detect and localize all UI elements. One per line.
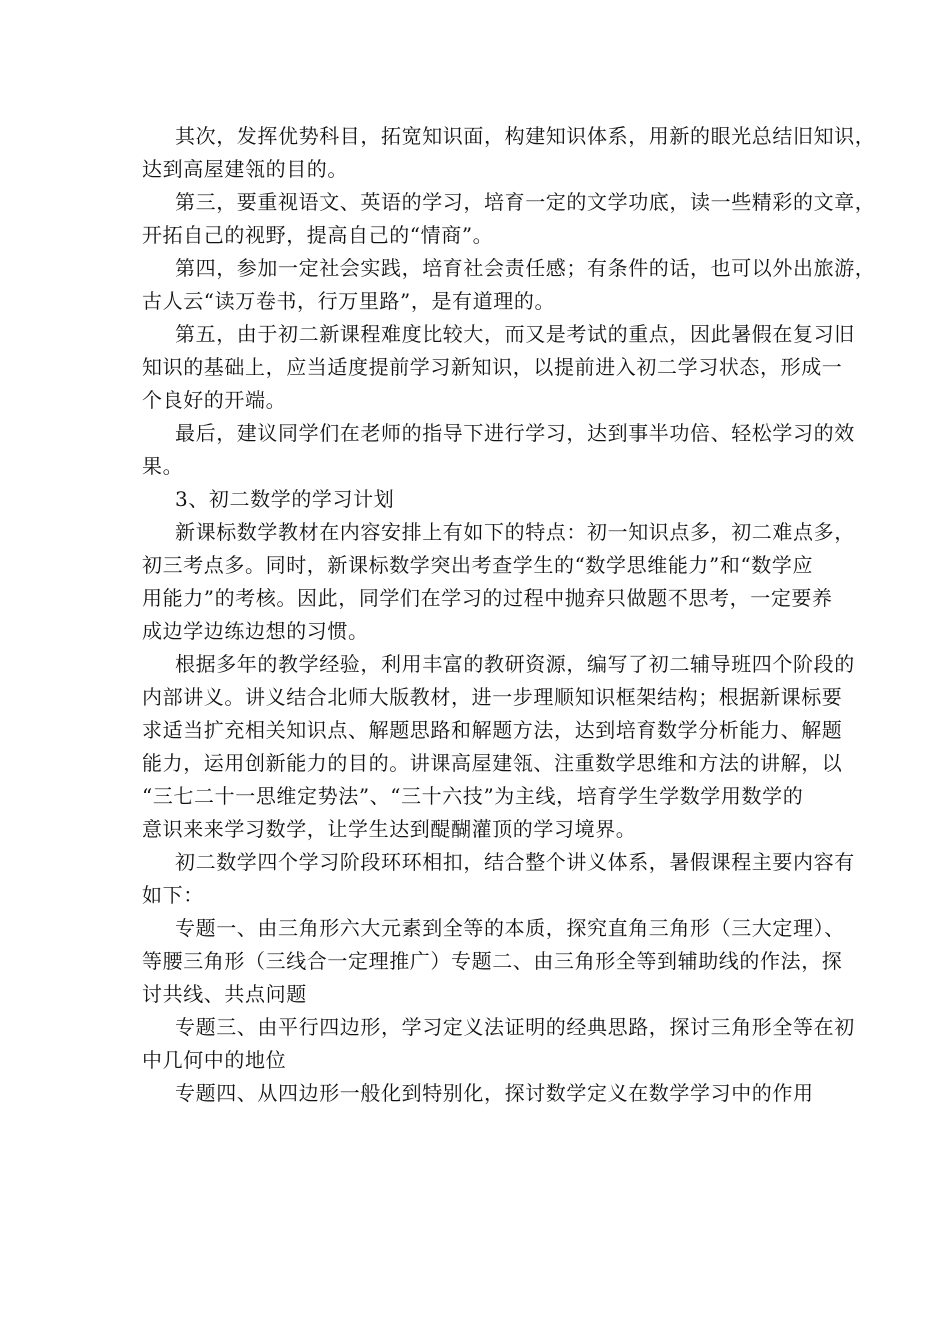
text-line: 果。 [142, 454, 184, 478]
text-line: 初二数学四个学习阶段环环相扣，结合整个讲义体系，暑假课程主要内容有 [175, 850, 855, 874]
text-line: 等腰三角形（三线合一定理推广）专题二、由三角形全等到辅助线的作法，探 [142, 949, 843, 973]
text-line: 第五，由于初二新课程难度比较大，而又是考试的重点，因此暑假在复习旧 [175, 322, 855, 346]
text-line: 其次，发挥优势科目，拓宽知识面，构建知识体系，用新的眼光总结旧知识， [175, 124, 876, 148]
text-line: 开拓自己的视野，提高自己的“情商”。 [142, 223, 494, 247]
text-line: 3、初二数学的学习计划 [175, 487, 395, 511]
text-line: 讨共线、共点问题 [142, 982, 307, 1006]
text-line: “三七二十一思维定势法”、“三十六技”为主线，培育学生学数学用数学的 [142, 784, 804, 808]
text-line: 第三，要重视语文、英语的学习，培育一定的文学功底，读一些精彩的文章， [175, 190, 876, 214]
text-line: 达到高屋建瓴的目的。 [142, 157, 348, 181]
text-line: 个良好的开端。 [142, 388, 287, 412]
text-line: 中几何中的地位 [142, 1048, 287, 1072]
text-line: 用能力”的考核。因此，同学们在学习的过程中抛弃只做题不思考，一定要养 [142, 586, 833, 610]
text-line: 古人云“读万卷书，行万里路”，是有道理的。 [142, 289, 556, 313]
text-line: 如下： [142, 883, 204, 907]
text-line: 新课标数学教材在内容安排上有如下的特点：初一知识点多，初二难点多， [175, 520, 855, 544]
text-line: 专题四、从四边形一般化到特别化，探讨数学定义在数学学习中的作用 [175, 1081, 814, 1105]
text-line: 第四，参加一定社会实践，培育社会责任感；有条件的话，也可以外出旅游， [175, 256, 876, 280]
document-body [142, 120, 876, 1110]
text-line: 能力，运用创新能力的目的。讲课高屋建瓴、注重数学思维和方法的讲解，以 [142, 751, 843, 775]
text-line: 初三考点多。同时，新课标数学突出考查学生的“数学思维能力”和“数学应 [142, 553, 814, 577]
text-line: 知识的基础上，应当适度提前学习新知识，以提前进入初二学习状态，形成一 [142, 355, 843, 379]
text-line: 成边学边练边想的习惯。 [142, 619, 369, 643]
text-line: 意识来来学习数学，让学生达到醍醐灌顶的学习境界。 [142, 817, 637, 841]
text-line: 专题一、由三角形六大元素到全等的本质，探究直角三角形（三大定理）、 [175, 916, 845, 940]
text-line: 求适当扩充相关知识点、解题思路和解题方法，达到培育数学分析能力、解题 [142, 718, 843, 742]
text-line: 内部讲义。讲义结合北师大版教材，进一步理顺知识框架结构；根据新课标要 [142, 685, 843, 709]
text-line: 根据多年的教学经验，利用丰富的教研资源，编写了初二辅导班四个阶段的 [175, 652, 855, 676]
text-line: 最后，建议同学们在老师的指导下进行学习，达到事半功倍、轻松学习的效 [175, 421, 855, 445]
text-line: 专题三、由平行四边形，学习定义法证明的经典思路，探讨三角形全等在初 [175, 1015, 855, 1039]
